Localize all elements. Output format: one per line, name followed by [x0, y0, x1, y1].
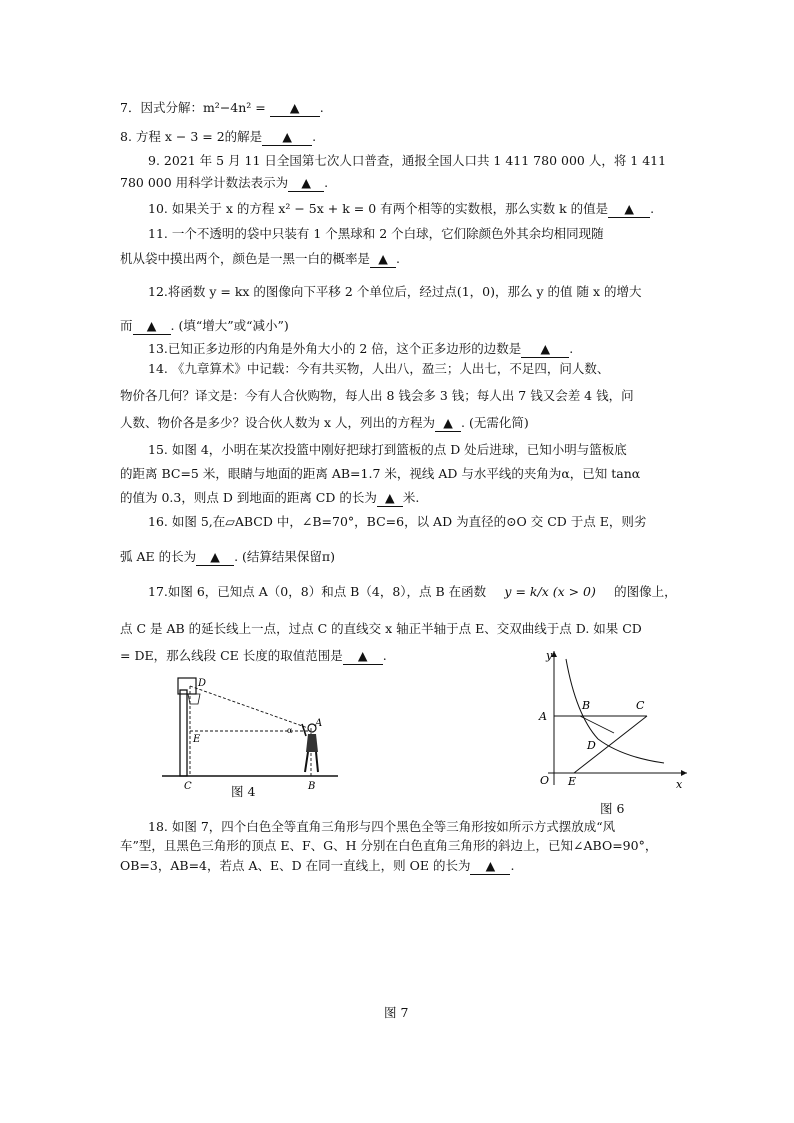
figure-7-caption: 图 7: [384, 1005, 409, 1020]
problem-8-tail: .: [312, 129, 317, 144]
problem-12-line-2: [120, 318, 289, 335]
problem-18-tail: .: [510, 858, 515, 873]
problem-9-text: 780 000 用科学计数法表示为: [120, 175, 289, 190]
problem-7-tail: .: [319, 100, 324, 115]
figure-6: [522, 645, 702, 800]
answer-blank: ▲: [470, 858, 510, 875]
problem-10-text: 10. 如果关于 x 的方程 x² − 5x + k = 0 有两个相等的实数根，那么实数 k 的值是: [148, 201, 609, 216]
label-a: A: [539, 710, 547, 723]
answer-blank: ▲: [288, 175, 324, 192]
problem-18-text: OB=3，AB=4，若点 A、E、D 在同一直线上，则 OE 的长为: [120, 858, 471, 873]
label-o: O: [540, 774, 550, 787]
problem-12-line-1: 12.将函数 y = kx 的图像向下平移 2 个单位后，经过点(1，0)，那么 y 的值 随 x 的增大: [148, 284, 642, 299]
label-alpha: α: [287, 726, 293, 735]
problem-18-line-2: 车”型，且黑色三角形的顶点 E、F、G、H 分别在白色直角三角形的斜边上，已知∠ABO=90°，: [120, 838, 658, 853]
label-a: A: [315, 718, 323, 729]
x-axis-arrow: [681, 770, 687, 776]
problem-15-line-3: [120, 490, 419, 507]
label-e: E: [568, 775, 577, 788]
problem-14-line-3: [120, 415, 529, 432]
player-figure: [302, 724, 318, 772]
problem-17-text-c: = DE，那么线段 CE 长度的取值范围是: [120, 648, 343, 663]
problem-15-line-2: 的距离 BC=5 米，眼睛与地面的距离 AB=1.7 米，视线 AD 与水平线的夹角为α，已知 tanα: [120, 466, 641, 481]
formula-y-k-over-x: y = k/x (x > 0): [504, 584, 596, 599]
sight-line: [190, 686, 308, 728]
problem-10-tail: .: [650, 201, 655, 216]
answer-blank: ▲: [370, 251, 396, 268]
problem-9-line-2: [120, 175, 328, 192]
answer-blank: ▲: [270, 100, 320, 117]
problem-17-line-1: [148, 584, 677, 600]
problem-14-line-1: 14. 《九章算术》中记载：今有共买物，人出八，盈三；人出七，不足四，问人数、: [148, 361, 610, 376]
figure-4: [160, 672, 340, 798]
problem-11-line-2: [120, 251, 400, 268]
problem-10: [148, 201, 654, 218]
problem-13-tail: .: [569, 341, 574, 356]
label-b: B: [308, 781, 316, 792]
problem-14-text: 人数、物价各是多少？设合伙人数为 x 人，列出的方程为: [120, 415, 435, 430]
problem-11-text: 机从袋中摸出两个，颜色是一黑一白的概率是: [120, 251, 371, 266]
problem-7-text: 7．因式分解：m²−4n² =: [120, 100, 270, 115]
problem-17-tail: .: [382, 648, 387, 663]
problem-8-text: 8. 方程 x − 3 = 2的解是: [120, 129, 263, 144]
problem-17-line-3: [120, 648, 387, 665]
problem-17-line-2: 点 C 是 AB 的延长线上一点，过点 C 的直线交 x 轴正半轴于点 E、交双曲线于点 D. 如果 CD: [120, 621, 642, 636]
label-x: x: [676, 778, 683, 791]
segment-bd: [580, 716, 614, 733]
answer-blank: ▲: [133, 318, 171, 335]
problem-11-tail: .: [396, 251, 400, 266]
problem-18-line-1: 18. 如图 7，四个白色全等直角三角形与四个黑色全等三角形按如所示方式摆放成“风: [148, 819, 616, 834]
problem-17-text: 17.如图 6，已知点 A（0，8）和点 B（4，8），点 B 在函数: [148, 584, 487, 599]
answer-blank: ▲: [435, 415, 461, 432]
problem-18-line-3: [120, 858, 514, 875]
hyperbola-curve: [566, 659, 664, 763]
problem-15-text: 的值为 0.3，则点 D 到地面的距离 CD 的长为: [120, 490, 377, 505]
problem-16-line-1: 16. 如图 5,在▱ABCD 中，∠B=70°，BC=6，以 AD 为直径的⊙O 交 CD 于点 E，则劣: [148, 514, 647, 529]
problem-11-line-1: 11. 一个不透明的袋中只装有 1 个黑球和 2 个白球，它们除颜色外其余均相同现随: [148, 226, 604, 241]
problem-14-line-2: 物价各几何？译文是：今有人合伙购物，每人出 8 钱会多 3 钱；每人出 7 钱又会差 4 钱，问: [120, 388, 634, 403]
problem-16-text: 弧 AE 的长为: [120, 549, 197, 564]
label-b: B: [582, 699, 591, 712]
label-c: C: [636, 699, 645, 712]
answer-blank: ▲: [196, 549, 234, 566]
problem-12-tail: . (填“增大”或“减小”): [170, 318, 289, 333]
problem-15-line-1: 15. 如图 4，小明在某次投篮中刚好把球打到篮板的点 D 处后进球，已知小明与篮板底: [148, 442, 627, 457]
problem-14-tail: . (无需化简): [461, 415, 529, 430]
figure-4-caption: 图 4: [231, 784, 256, 799]
label-c: C: [184, 781, 192, 792]
problem-13-text: 13.已知正多边形的内角是外角大小的 2 倍，这个正多边形的边数是: [148, 341, 522, 356]
problem-16-tail: . (结算结果保留π): [234, 549, 336, 564]
problem-13: [148, 341, 573, 358]
problem-9-tail: .: [324, 175, 329, 190]
segment-ce: [574, 716, 647, 773]
label-d: D: [587, 739, 596, 752]
label-d: D: [198, 678, 207, 689]
answer-blank: ▲: [343, 648, 383, 665]
answer-blank: ▲: [377, 490, 403, 507]
problem-17-text-b: 的图像上，: [614, 584, 677, 599]
problem-16-line-2: [120, 549, 335, 566]
answer-blank: ▲: [262, 129, 312, 146]
label-e: E: [193, 734, 201, 745]
answer-blank: ▲: [608, 201, 650, 218]
problem-9-line-1: 9. 2021 年 5 月 11 日全国第七次人口普查，通报全国人口共 1 411 780 000 人，将 1 411: [148, 153, 667, 168]
problem-8: [120, 129, 316, 146]
answer-blank: ▲: [521, 341, 569, 358]
figure-6-caption: 图 6: [600, 801, 625, 816]
problem-15-tail: 米.: [402, 490, 420, 505]
backboard-pole: [180, 690, 187, 776]
problem-7: [120, 100, 324, 117]
problem-12-text: 而: [120, 318, 133, 333]
label-y: y: [546, 649, 553, 662]
